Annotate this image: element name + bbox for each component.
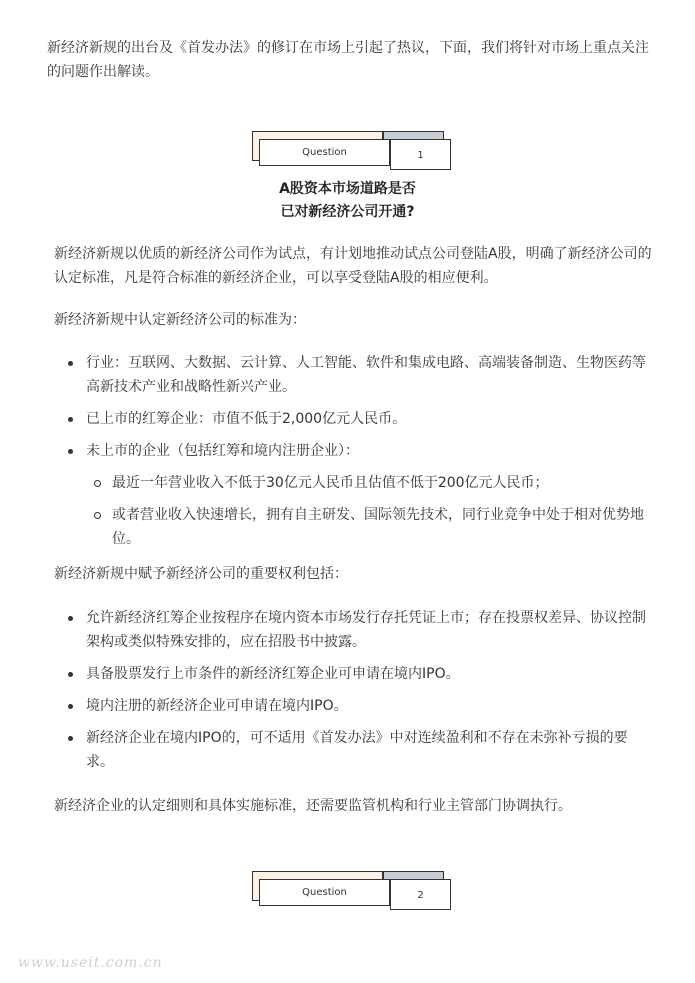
question-label: Question <box>259 139 390 166</box>
list-item: 允许新经济红筹企业按程序在境内资本市场发行存托凭证上市；存在投票权差异、协议控制架构或类似特殊安排的，应在招股书中披露。 <box>54 606 654 654</box>
intro-paragraph: 新经济新规的出台及《首发办法》的修订在市场上引起了热议，下面，我们将针对市场上重点关注的问题作出解读。 <box>47 40 649 80</box>
criteria-list <box>54 351 654 559</box>
question-title-line-2: 已对新经济公司开通? <box>280 204 415 220</box>
question-title-line-1: A股资本市场道路是否 <box>279 181 416 197</box>
list-item: 新经济企业在境内IPO的，可不适用《首发办法》中对连续盈利和不存在未弥补亏损的要求。 <box>54 726 654 774</box>
list-item: 具备股票发行上市条件的新经济红筹企业可申请在境内IPO。 <box>54 662 654 686</box>
sub-list-item: 或者营业收入快速增长，拥有自主研发、国际领先技术，同行业竞争中处于相对优势地位。 <box>86 503 654 551</box>
list-item: 已上市的红筹企业：市值不低于2,000亿元人民币。 <box>54 407 654 431</box>
list-item: 行业：互联网、大数据、云计算、人工智能、软件和集成电路、高端装备制造、生物医药等高新技术产业和战略性新兴产业。 <box>54 351 654 399</box>
paragraph-closing: 新经济企业的认定细则和具体实施标准，还需要监管机构和行业主管部门协调执行。 <box>54 798 572 814</box>
paragraph-rights-intro: 新经济新规中赋予新经济公司的重要权利包括： <box>54 566 348 582</box>
paragraph-pilot: 新经济新规以优质的新经济公司作为试点，有计划地推动试点公司登陆A股，明确了新经济公司的认定标准，凡是符合标准的新经济企业，可以享受登陆A股的相应便利。 <box>54 246 652 286</box>
rights-list <box>54 606 654 782</box>
list-item: 境内注册的新经济企业可申请在境内IPO。 <box>54 694 654 718</box>
question-label: Question <box>259 879 390 906</box>
list-item-text: 未上市的企业（包括红筹和境内注册企业）： <box>86 443 359 459</box>
question-number: 2 <box>390 879 451 910</box>
paragraph-criteria-intro: 新经济新规中认定新经济公司的标准为： <box>54 312 306 328</box>
sub-criteria-list <box>86 471 654 551</box>
question-badge-1 <box>252 131 452 173</box>
question-badge-2 <box>252 871 452 913</box>
list-item <box>54 439 654 551</box>
sub-list-item: 最近一年营业收入不低于30亿元人民币且估值不低于200亿元人民币； <box>86 471 654 495</box>
question-number: 1 <box>390 139 451 170</box>
watermark: www.useit.com.cn <box>18 955 163 971</box>
